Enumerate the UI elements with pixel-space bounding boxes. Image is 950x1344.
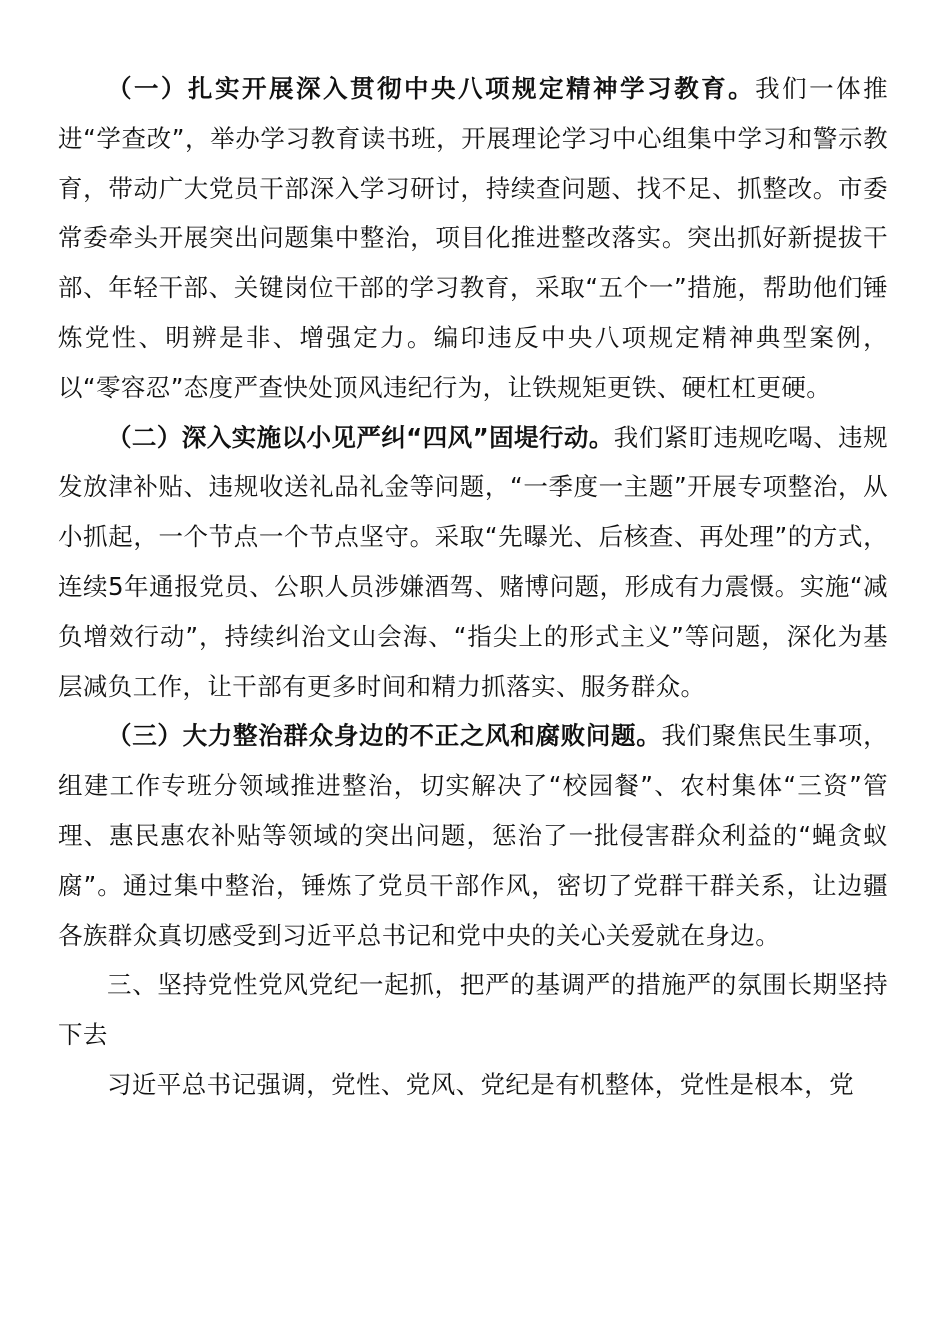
- final-paragraph: 习近平总书记强调，党性、党风、党纪是有机整体，党性是根本，党: [107, 1069, 854, 1099]
- paragraph-2-body: 我们紧盯违规吃喝、违规发放津补贴、违规收送礼品礼金等问题，“一季度一主题”开展专项整治，从小抓起，一个节点一个节点坚守。采取“先曝光、后核查、再处理”的方式，连续5年通报党员、公职人员涉嫌酒驾、赌博问题，形成有力震慑。实施“减负增效行动”，持续纠治文山会海、“指尖上的形式主义”等问题，深化为基层减负工作，让干部有更多时间和精力抓落实、服务群众。: [58, 422, 888, 701]
- paragraph-2: [58, 413, 888, 712]
- paragraph-3-body: 我们聚焦民生事项，组建工作专班分领域推进整治，切实解决了“校园餐”、农村集体“三资”管理、惠民惠农补贴等领域的突出问题，惩治了一批侵害群众利益的“蝇贪蚁腐”。通过集中整治，锤炼了党员干部作风，密切了党群干群关系，让边疆各族群众真切感受到习近平总书记和党中央的关心关爱就在身边。: [58, 721, 888, 950]
- paragraph-1-lead: （一）扎实开展深入贯彻中央八项规定精神学习教育。: [107, 74, 756, 103]
- paragraph-1-body: 我们一体推进“学查改”，举办学习教育读书班，开展理论学习中心组集中学习和警示教育，带动广大党员干部深入学习研讨，持续查问题、找不足、抓整改。市委常委牵头开展突出问题集中整治，项目化推进整改落实。突出抓好新提拔干部、年轻干部、关键岗位干部的学习教育，采取“五个一”措施，帮助他们锤炼党性、明辨是非、增强定力。编印违反中央八项规定精神典型案例，以“零容忍”态度严查快处顶风违纪行为，让铁规矩更铁、硬杠杠更硬。: [58, 74, 888, 402]
- paragraph-1: [58, 64, 888, 413]
- paragraph-3: [58, 711, 888, 960]
- section-heading: 三、坚持党性党风党纪一起抓，把严的基调严的措施严的氛围长期坚持下去: [58, 970, 888, 1050]
- paragraph-3-lead: （三）大力整治群众身边的不正之风和腐败问题。: [107, 721, 662, 751]
- document-page: [58, 64, 888, 1110]
- paragraph-2-lead: （二）深入实施以小见严纠“四风”固堤行动。: [107, 422, 614, 452]
